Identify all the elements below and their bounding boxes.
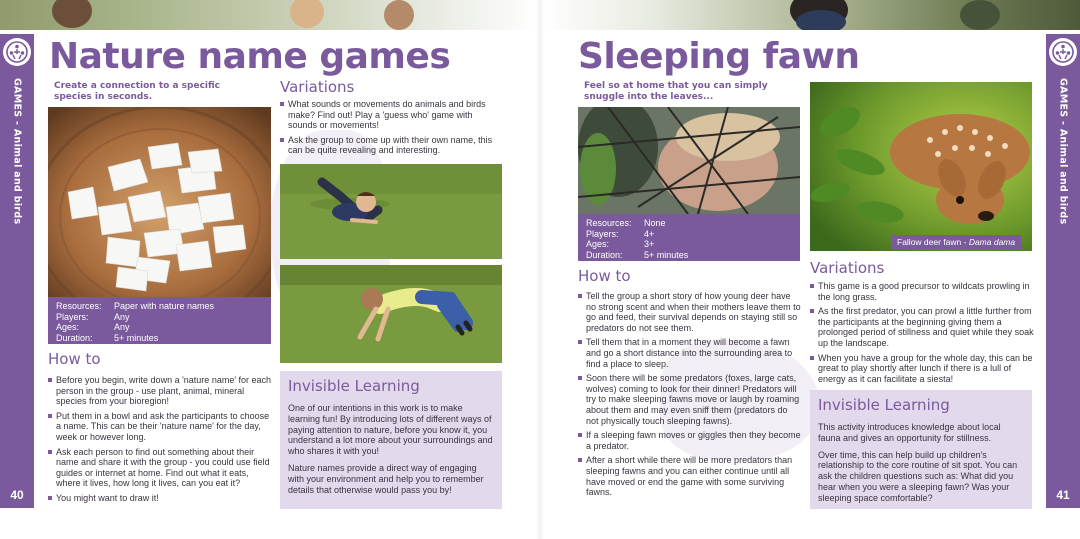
side-tab — [0, 34, 34, 482]
how-to-heading: How to — [578, 267, 631, 285]
info-row-resources: Resources: None — [586, 218, 666, 228]
invisible-learning-heading: Invisible Learning — [818, 396, 950, 414]
fawn-photo-caption: Fallow deer fawn - Dama dama — [891, 235, 1021, 249]
learning-paragraph: Over time, this can help build up children's relationship to the core routine of sit spot. You can ask the children questions such as: What did you hear when you were a sleeping fawn? Was your sleeping space comfortable? — [818, 449, 1018, 503]
invisible-learning-heading: Invisible Learning — [288, 377, 420, 395]
top-photo-strip — [0, 0, 540, 30]
page-subtitle: Feel so at home that you can simply snuggle into the leaves... — [584, 81, 768, 102]
how-to-item: Soon there will be some predators (foxes, large cats, wolves) coming to look for their dinner! Predators will try to make sleeping fawns move or laugh by roaming about them and may even sniff them (predators do not physically touch sleeping fawns). — [578, 373, 801, 426]
top-photo-strip — [540, 0, 1080, 30]
how-to-item: If a sleeping fawn moves or giggles then they become a predator. — [578, 430, 801, 451]
section-label: GAMES - Animal and birds — [11, 78, 23, 225]
how-to-item: Put them in a bowl and ask the participants to choose a name. This can be their 'nature name' for the day, week or however long. — [48, 411, 272, 443]
info-row-duration: Duration: 5+ minutes — [586, 249, 689, 260]
page-number: 41 — [1046, 482, 1080, 508]
how-to-item: After a short while there will be more predators than sleeping fawns and you can either continue until all have moved or end the game with some surviving fawns. — [578, 455, 801, 497]
how-to-item: Tell them that in a moment they will become a fawn and go a short distance into the surrounding area to find a place to sleep. — [578, 337, 801, 369]
fawn-photo — [810, 82, 1032, 251]
info-row-players: Players: 4+ — [586, 228, 655, 239]
variations-list — [280, 99, 502, 160]
how-to-item: You might want to draw it! — [48, 493, 272, 504]
side-tab — [1046, 34, 1080, 482]
book-spine-shadow — [536, 0, 544, 539]
learning-paragraph: Nature names provide a direct way of engaging with your environment and help you to remember details that otherwise would pass you by! — [288, 462, 484, 495]
how-to-heading: How to — [48, 350, 101, 368]
info-row-duration: Duration: 5+ minutes — [56, 332, 159, 343]
page-number: 40 — [0, 482, 34, 508]
child-hiding-in-leaves-photo — [578, 107, 800, 214]
section-label: GAMES - Animal and birds — [1057, 78, 1069, 225]
learning-paragraph: This activity introduces knowledge about local fauna and gives an opportunity for stillness. — [818, 422, 1001, 443]
info-row-players: Players: Any — [56, 311, 130, 322]
variation-item: As the first predator, you can prowl a little further from the participants at the beginning giving them a prolonged period of stillness and quiet while they soak up the landscape. — [810, 306, 1034, 348]
variation-item: Ask the group to come up with their own name, this can be quite revealing and interesting. — [280, 135, 502, 156]
info-box — [578, 214, 800, 261]
how-to-list — [48, 375, 272, 508]
people-circle-logo-icon — [3, 38, 31, 66]
bowl-of-names-photo — [48, 107, 271, 297]
page-subtitle: Create a connection to a specific species in seconds. — [54, 81, 221, 102]
people-circle-logo-icon — [1049, 38, 1077, 66]
info-row-ages: Ages: Any — [56, 322, 130, 332]
variations-heading: Variations — [280, 78, 355, 96]
variation-item: What sounds or movements do animals and birds make? Find out! Play a 'guess who' game with sounds or movements! — [280, 99, 502, 131]
right-page — [540, 0, 1080, 539]
page-title: Nature name games — [49, 36, 451, 77]
invisible-learning-box — [280, 371, 502, 509]
info-row-resources: Resources: Paper with nature names — [56, 301, 215, 311]
how-to-item: Ask each person to find out something about their name and share it with the group - you could use field guides or internet at home. Find out what it eats, where it lives, how long it lives, can you eat it? — [48, 447, 272, 489]
page-title: Sleeping fawn — [578, 36, 860, 77]
variation-item: When you have a group for the whole day, this can be great to play shortly after lunch if there is a lull of energy as it can facilitate a siesta! — [810, 353, 1034, 385]
info-row-ages: Ages: 3+ — [586, 239, 655, 249]
info-box — [48, 297, 271, 344]
how-to-item: Tell the group a short story of how young deer have no strong scent and when their mothers leave them to go and feed, their survival depends on staying still so predators do not see them. — [578, 291, 801, 333]
how-to-list — [578, 291, 801, 502]
child-lying-on-grass-photo — [280, 164, 502, 259]
how-to-item: Before you begin, write down a 'nature name' for each person in the group - use plant, animal, mineral species from your bioregion! — [48, 375, 272, 407]
variations-heading: Variations — [810, 259, 885, 277]
variation-item: This game is a good precursor to wildcats prowling in the long grass. — [810, 281, 1034, 302]
learning-paragraph: One of our intentions in this work is to make learning fun! By introducing lots of different ways of paying attention to nature, before you know it, you understand a lot more about your surroundings and who shares it with you! — [288, 403, 493, 457]
child-crawling-photo — [280, 265, 502, 363]
invisible-learning-box — [810, 390, 1032, 509]
variations-list — [810, 281, 1034, 388]
